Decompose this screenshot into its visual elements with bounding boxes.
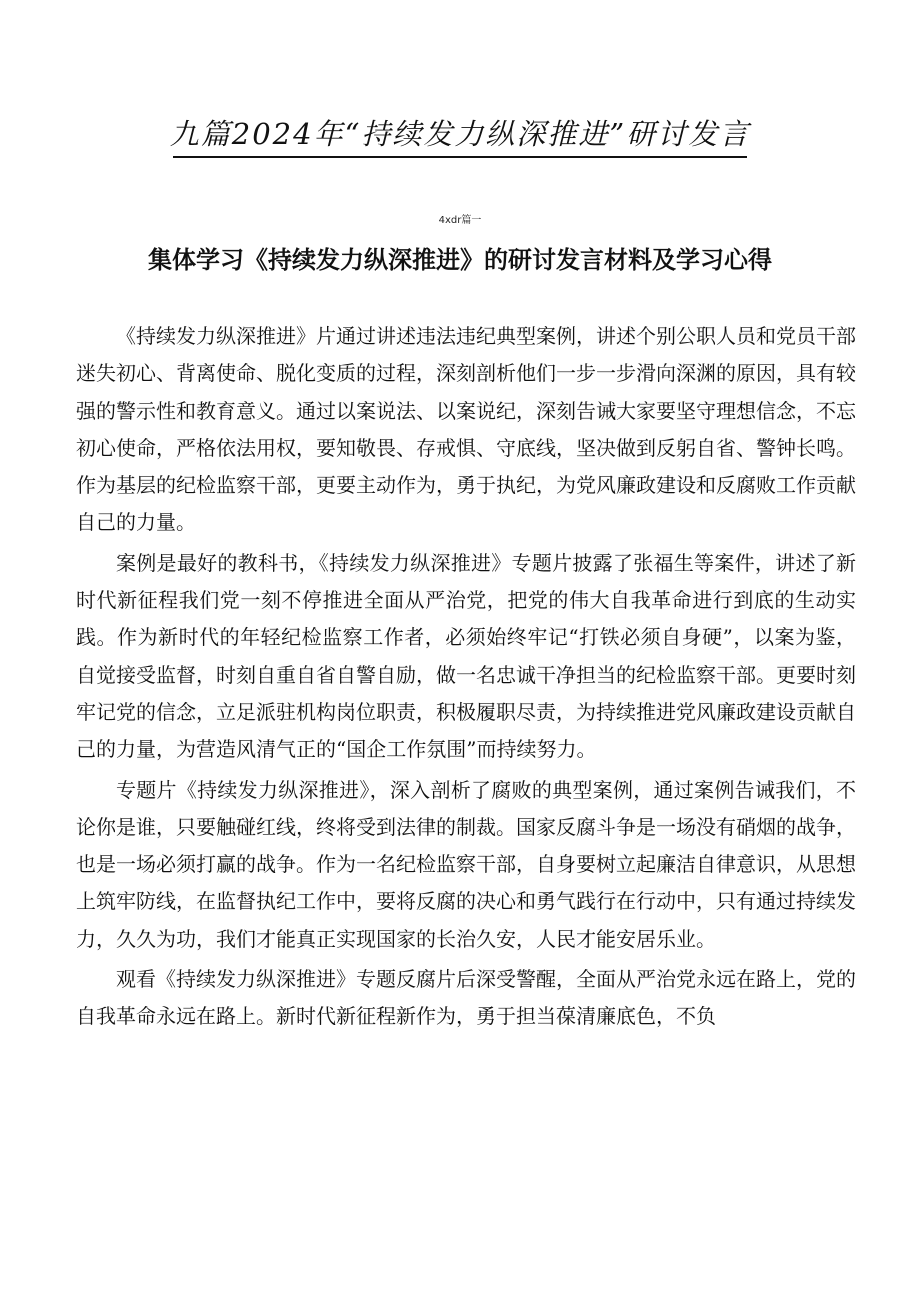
paragraph-4: 观看《持续发力纵深推进》专题反腐片后深受警醒，全面从严治党永远在路上，党的自我革命永远在路上。新时代新征程新作为，勇于担当葆清廉底色，不负 [76, 967, 856, 1029]
section-heading: 集体学习《持续发力纵深推进》的研讨发言材料及学习心得 [148, 246, 772, 274]
document-body [76, 318, 856, 1039]
paragraph-2: 案例是最好的教科书，《持续发力纵深推进》专题片披露了张福生等案件，讲述了新时代新征程我们党一刻不停推进全面从严治党，把党的伟大自我革命进行到底的生动实践。作为新时代的年轻纪检监察工作者，必须始终牢记“打铁必须自身硬”，以案为鉴，自觉接受监督，时刻自重自省自警自励，做一名忠诚干净担当的纪检监察干部。更要时刻牢记党的信念，立足派驻机构岗位职责，积极履职尽责，为持续推进党风廉政建设贡献自己的力量，为营造风清气正的“国企工作氛围”而持续努力。 [76, 550, 856, 762]
paragraph-1: 《持续发力纵深推进》片通过讲述违法违纪典型案例，讲述个别公职人员和党员干部迷失初心、背离使命、脱化变质的过程，深刻剖析他们一步一步滑向深渊的原因，具有较强的警示性和教育意义。通过以案说法、以案说纪，深刻告诫大家要坚守理想信念，不忘初心使命，严格依法用权，要知敬畏、存戒惧、守底线，坚决做到反躬自省、警钟长鸣。作为基层的纪检监察干部，更要主动作为，勇于执纪，为党风廉政建设和反腐败工作贡献自己的力量。 [76, 324, 856, 535]
title-underline [173, 156, 747, 158]
section-tag: 4xdr篇一 [438, 215, 482, 226]
paragraph-3: 专题片《持续发力纵深推进》，深入剖析了腐败的典型案例，通过案例告诫我们，不论你是谁，只要触碰红线，终将受到法律的制裁。国家反腐斗争是一场没有硝烟的战争，也是一场必须打赢的战争。作为一名纪检监察干部，自身要树立起廉洁自律意识，从思想上筑牢防线，在监督执纪工作中，要将反腐的决心和勇气践行在行动中，只有通过持续发力，久久为功，我们才能真正实现国家的长治久安，人民才能安居乐业。 [76, 777, 856, 951]
document-title [0, 112, 920, 158]
document-title-text: 九篇2024年“持续发力纵深推进”研讨发言 [169, 117, 751, 151]
